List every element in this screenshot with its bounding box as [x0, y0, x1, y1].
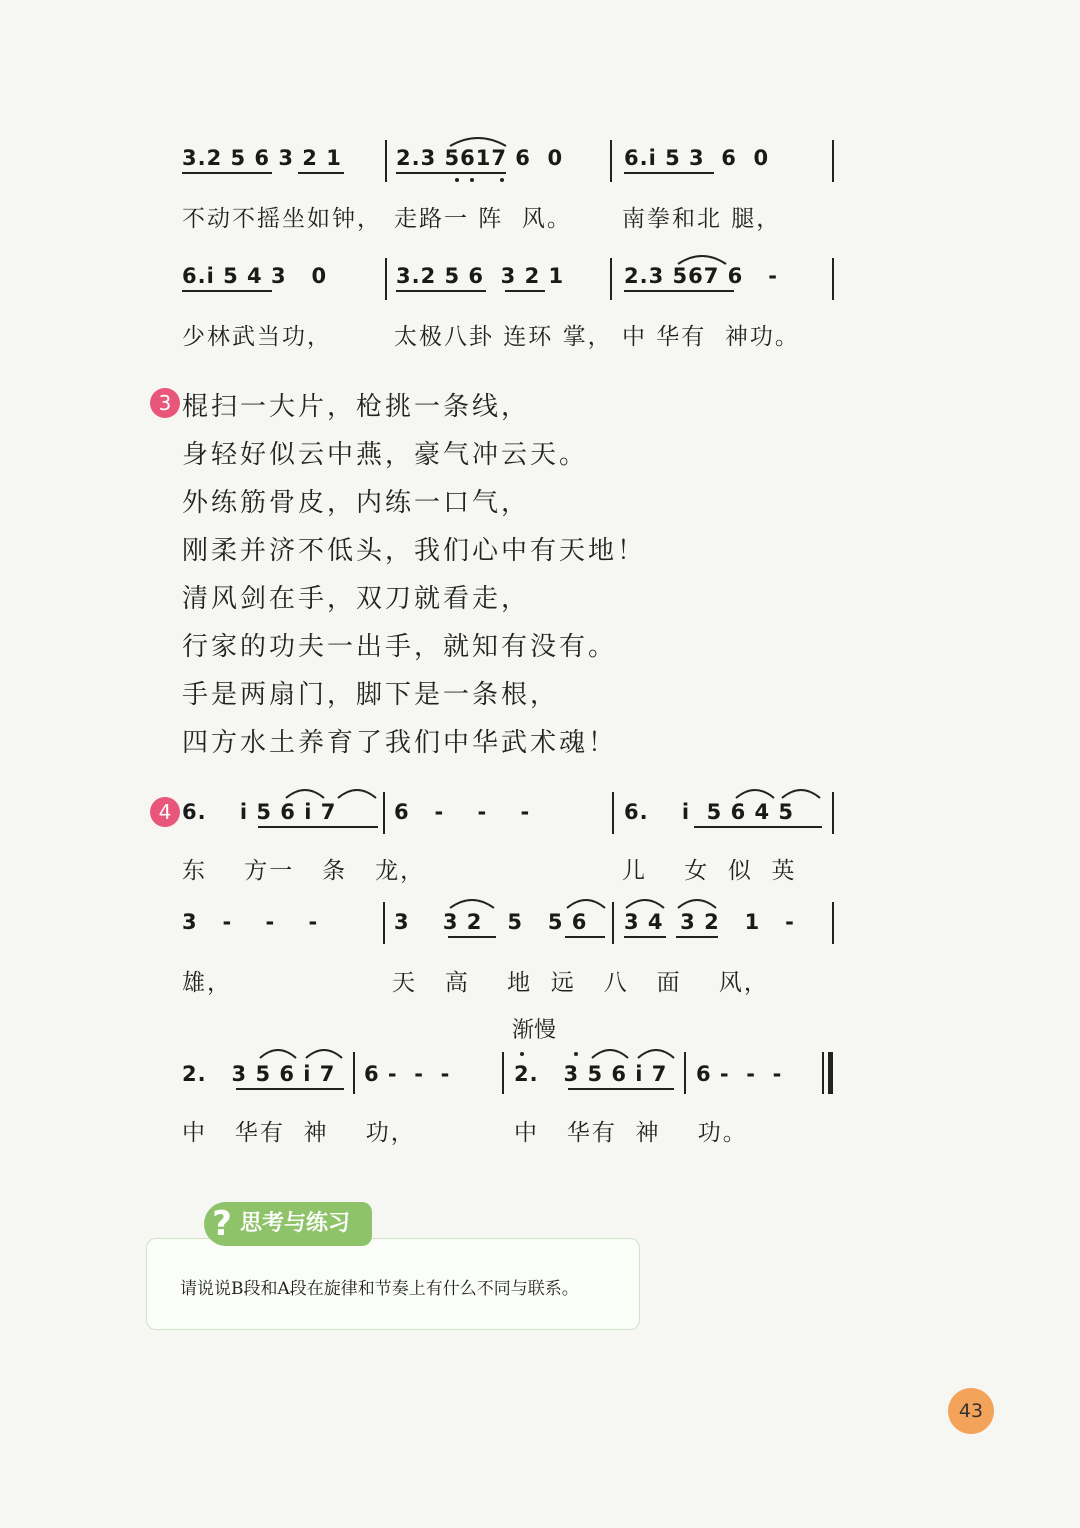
- slur: [336, 786, 378, 800]
- lyrics-row1-a: 不动不摇坐如钟，: [182, 206, 382, 232]
- barline: [383, 792, 385, 834]
- section-number-badge: 4: [150, 797, 180, 827]
- verse-line: 四方水土养育了我们中华武术魂！: [182, 728, 618, 758]
- lyrics-row1-b: 走路一 阵 风。: [394, 206, 572, 232]
- verse-line: 行家的功夫一出手，就知有没有。: [182, 632, 618, 662]
- barline: [383, 902, 385, 944]
- low-octave-dot: [455, 178, 459, 182]
- barline: [610, 140, 612, 182]
- verse-line: 清风剑在手，双刀就看走，: [182, 584, 531, 614]
- underline: [258, 826, 378, 828]
- underline: [676, 936, 718, 938]
- slur: [284, 786, 326, 800]
- slur: [448, 134, 508, 148]
- notes-s4-row3-m1: 2. 3 5 6 i 7: [182, 1062, 336, 1086]
- lyrics-s4-row2-b: 天 高 地 远 八 面 风，: [392, 970, 769, 996]
- underline: [182, 290, 272, 292]
- lyrics-s4-row3-b: 中 华有 神 功。: [514, 1120, 748, 1146]
- underline: [568, 1088, 674, 1090]
- lyrics-row1-c: 南拳和北 腿，: [622, 206, 782, 232]
- notes-row2-m1: 6.i 5 4 3 0: [182, 264, 328, 288]
- tempo-marking: 渐慢: [512, 1018, 557, 1043]
- exercise-question: 请说说B段和A段在旋律和节奏上有什么不同与联系。: [180, 1279, 579, 1299]
- barline: [832, 902, 834, 944]
- exercise-tab: [204, 1202, 372, 1246]
- notes-s4-row1-m3: 6. i 5 6 4 5: [624, 800, 795, 824]
- notes-row2-m2: 3.2 5 6 3 2 1: [396, 264, 565, 288]
- slur: [636, 1046, 676, 1060]
- barline: [610, 258, 612, 300]
- notes-s4-row1-m1: 6. i 5 6 i 7: [182, 800, 337, 824]
- low-octave-dot: [500, 178, 504, 182]
- barline: [832, 258, 834, 300]
- verse-line: 外练筋骨皮，内练一口气，: [182, 488, 531, 518]
- underline: [396, 290, 486, 292]
- lyrics-row2-a: 少林武当功，: [182, 324, 332, 350]
- underline: [182, 172, 272, 174]
- verse-line: 刚柔并济不低头，我们心中有天地！: [182, 536, 647, 566]
- slur: [304, 1046, 344, 1060]
- underline: [565, 936, 605, 938]
- slur: [448, 896, 496, 910]
- low-octave-dot: [470, 178, 474, 182]
- underline: [505, 290, 545, 292]
- underline: [624, 290, 734, 292]
- notes-row1-m2: 2.3 5617 6 0: [396, 146, 564, 170]
- notes-s4-row3-m4: 6 - - -: [696, 1062, 783, 1086]
- underline: [624, 172, 714, 174]
- barline: [612, 792, 614, 834]
- lyrics-s4-row2-a: 雄，: [182, 970, 232, 996]
- underline: [624, 936, 666, 938]
- underline: [448, 936, 496, 938]
- slur: [780, 786, 822, 800]
- barline: [832, 140, 834, 182]
- notes-s4-row3-m3: 2. 3 5 6 i 7: [514, 1062, 668, 1086]
- notes-s4-row2-m1: 3 - - -: [182, 910, 319, 934]
- lyrics-s4-row3-a: 中 华有 神 功，: [182, 1120, 416, 1146]
- verse-line: 身轻好似云中燕，豪气冲云天。: [182, 440, 589, 470]
- lyrics-s4-row1-b: 儿 女 似 英: [622, 858, 797, 884]
- high-octave-dot: [520, 1052, 524, 1056]
- high-octave-dot: [574, 1052, 578, 1056]
- barline: [822, 1052, 824, 1094]
- slur: [734, 786, 776, 800]
- underline: [298, 172, 344, 174]
- notes-s4-row3-m2: 6 - - -: [364, 1062, 451, 1086]
- barline: [684, 1052, 686, 1094]
- barline: [353, 1052, 355, 1094]
- notes-s4-row1-m2: 6 - - -: [394, 800, 531, 824]
- notes-row1-m3: 6.i 5 3 6 0: [624, 146, 770, 170]
- barline: [385, 140, 387, 182]
- slur: [676, 252, 728, 266]
- slur: [590, 1046, 630, 1060]
- slur: [624, 896, 666, 910]
- barline: [832, 792, 834, 834]
- lyrics-row2-b: 太极八卦 连环 掌，: [394, 324, 613, 350]
- notes-s4-row2-m2: 3 3 2 5 5 6: [394, 910, 588, 934]
- slur: [258, 1046, 298, 1060]
- notes-row2-m3: 2.3 567 6 -: [624, 264, 778, 288]
- barline: [612, 902, 614, 944]
- verse-line: 手是两扇门，脚下是一条根，: [182, 680, 560, 710]
- verse-line: 棍扫一大片，枪挑一条线，: [182, 392, 531, 422]
- underline: [236, 1088, 344, 1090]
- lyrics-s4-row1-a: 东 方一 条 龙，: [182, 858, 426, 884]
- underline: [396, 172, 506, 174]
- barline: [385, 258, 387, 300]
- page-number: 43: [948, 1388, 994, 1434]
- slur: [676, 896, 718, 910]
- final-barline: [828, 1052, 833, 1094]
- slur: [565, 896, 607, 910]
- lyrics-row2-c: 中 华有 神功。: [622, 324, 800, 350]
- notes-row1-m1: 3.2 5 6 3 2 1: [182, 146, 342, 170]
- exercise-title: 思考与练习: [240, 1211, 351, 1236]
- underline: [694, 826, 822, 828]
- question-icon: ?: [212, 1204, 232, 1244]
- notes-s4-row2-m3: 3 4 3 2 1 -: [624, 910, 795, 934]
- verse-number-badge: 3: [150, 388, 180, 418]
- barline: [502, 1052, 504, 1094]
